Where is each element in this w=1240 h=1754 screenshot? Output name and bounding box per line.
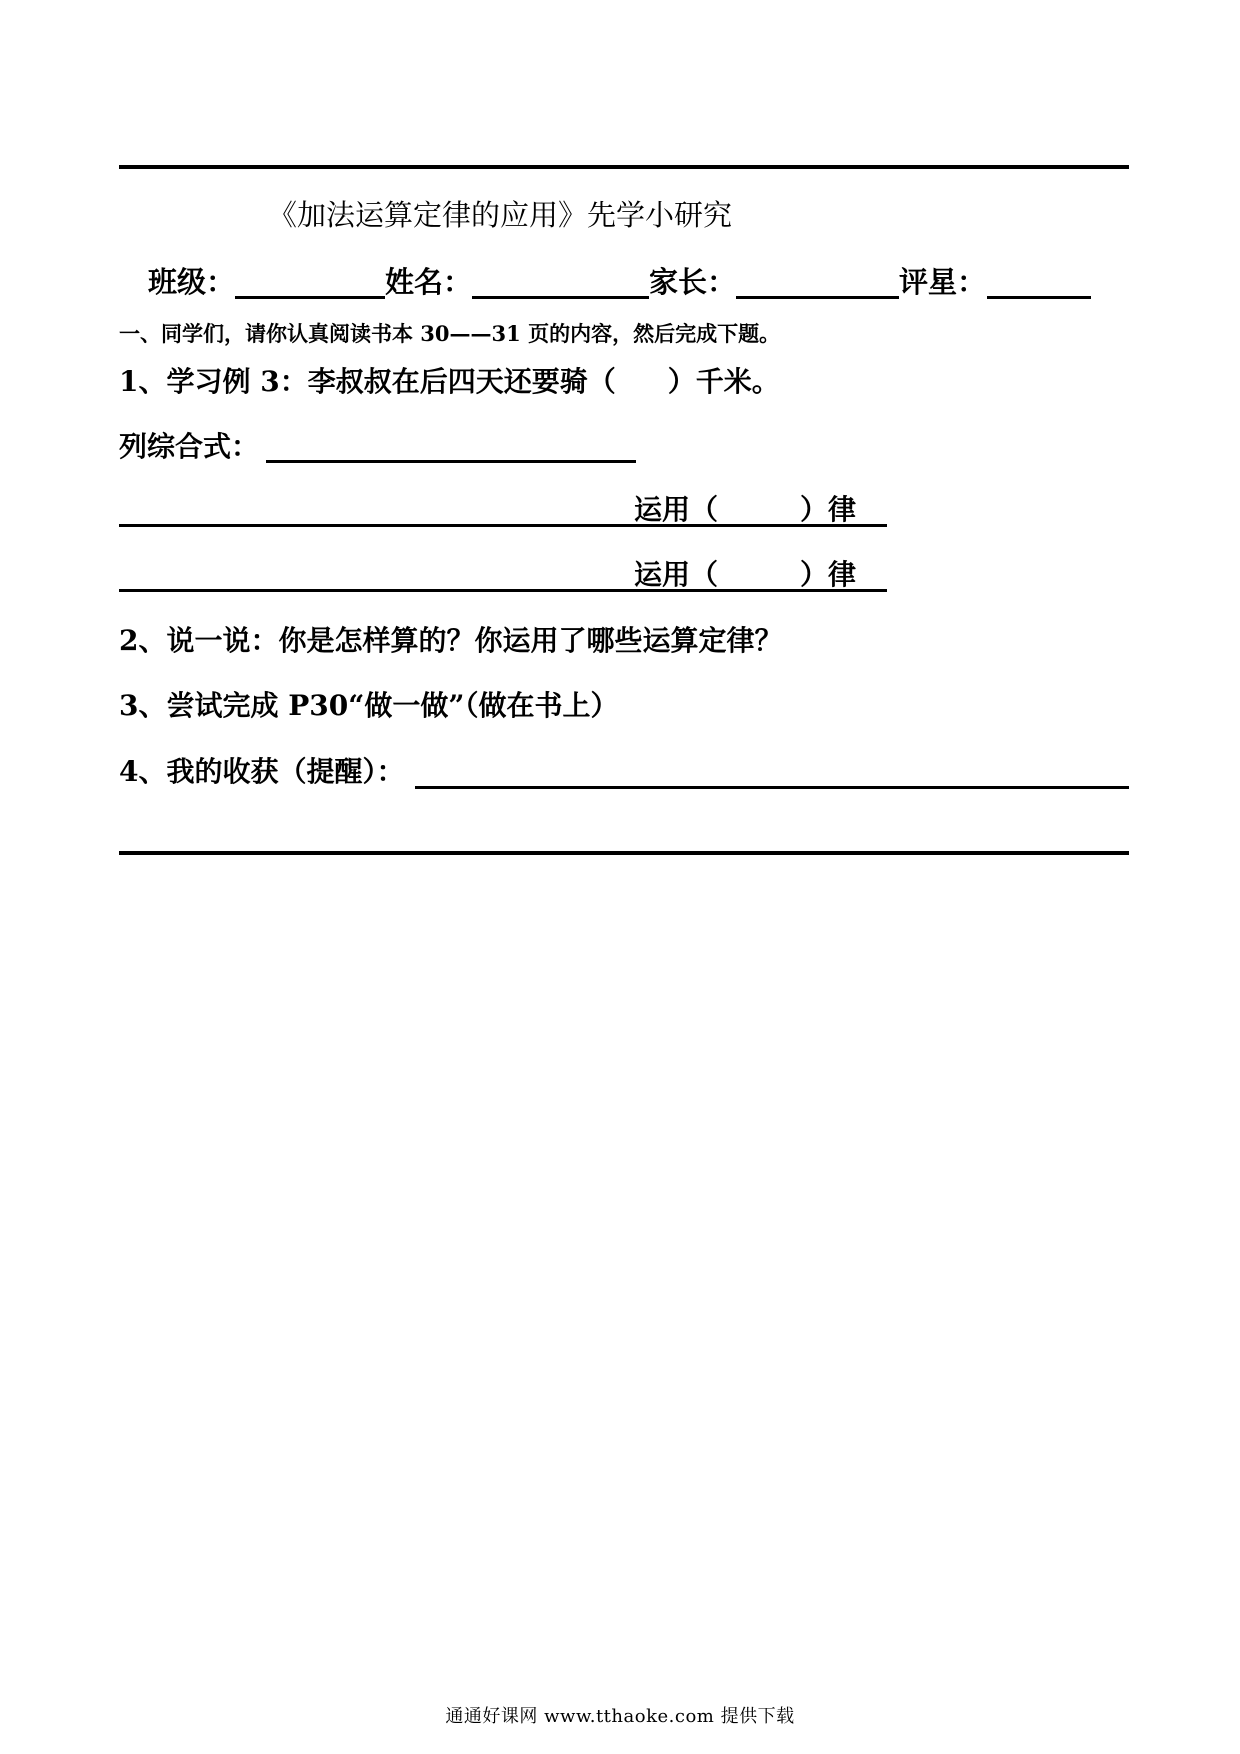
- formula-blank[interactable]: [266, 460, 636, 463]
- page-title: 《加法运算定律的应用》先学小研究: [268, 198, 733, 232]
- step-1-blank[interactable]: [119, 524, 887, 527]
- class-blank[interactable]: [235, 296, 385, 299]
- parent-blank[interactable]: [736, 296, 899, 299]
- question-1-text: 1、学习例 3：李叔叔在后四天还要骑（: [119, 365, 616, 398]
- name-label: 姓名：: [385, 265, 473, 299]
- harvest-blank-1[interactable]: [415, 786, 1129, 789]
- parent-label: 家长：: [649, 265, 737, 299]
- formula-label: 列综合式：: [119, 430, 260, 463]
- bottom-rule: [119, 851, 1129, 855]
- rating-label: 评星：: [899, 265, 987, 299]
- apply-law-1: [634, 493, 857, 526]
- class-label: 班级：: [148, 265, 236, 299]
- apply-law-1-suffix: ）律: [800, 493, 857, 526]
- apply-law-2-prefix: 运用（: [634, 558, 719, 591]
- question-3: 3、尝试完成 P30“做一做”（做在书上）: [119, 689, 619, 722]
- apply-law-2-suffix: ）律: [800, 558, 857, 591]
- footer-text: 通通好课网 www.tthaoke.com 提供下载: [445, 1706, 795, 1727]
- top-rule: [119, 165, 1129, 169]
- question-1-unit: ）千米。: [667, 365, 780, 398]
- apply-law-1-prefix: 运用（: [634, 493, 719, 526]
- instruction-text: 一、同学们，请你认真阅读书本 30——31 页的内容，然后完成下题。: [119, 321, 781, 346]
- apply-law-2: [634, 558, 857, 591]
- question-4-label: 4、我的收获（提醒）：: [119, 755, 405, 788]
- name-blank[interactable]: [472, 296, 649, 299]
- rating-blank[interactable]: [987, 296, 1091, 299]
- step-2-blank[interactable]: [119, 589, 887, 592]
- question-1: [119, 365, 780, 398]
- question-2: 2、说一说：你是怎样算的？你运用了哪些运算定律？: [119, 624, 783, 657]
